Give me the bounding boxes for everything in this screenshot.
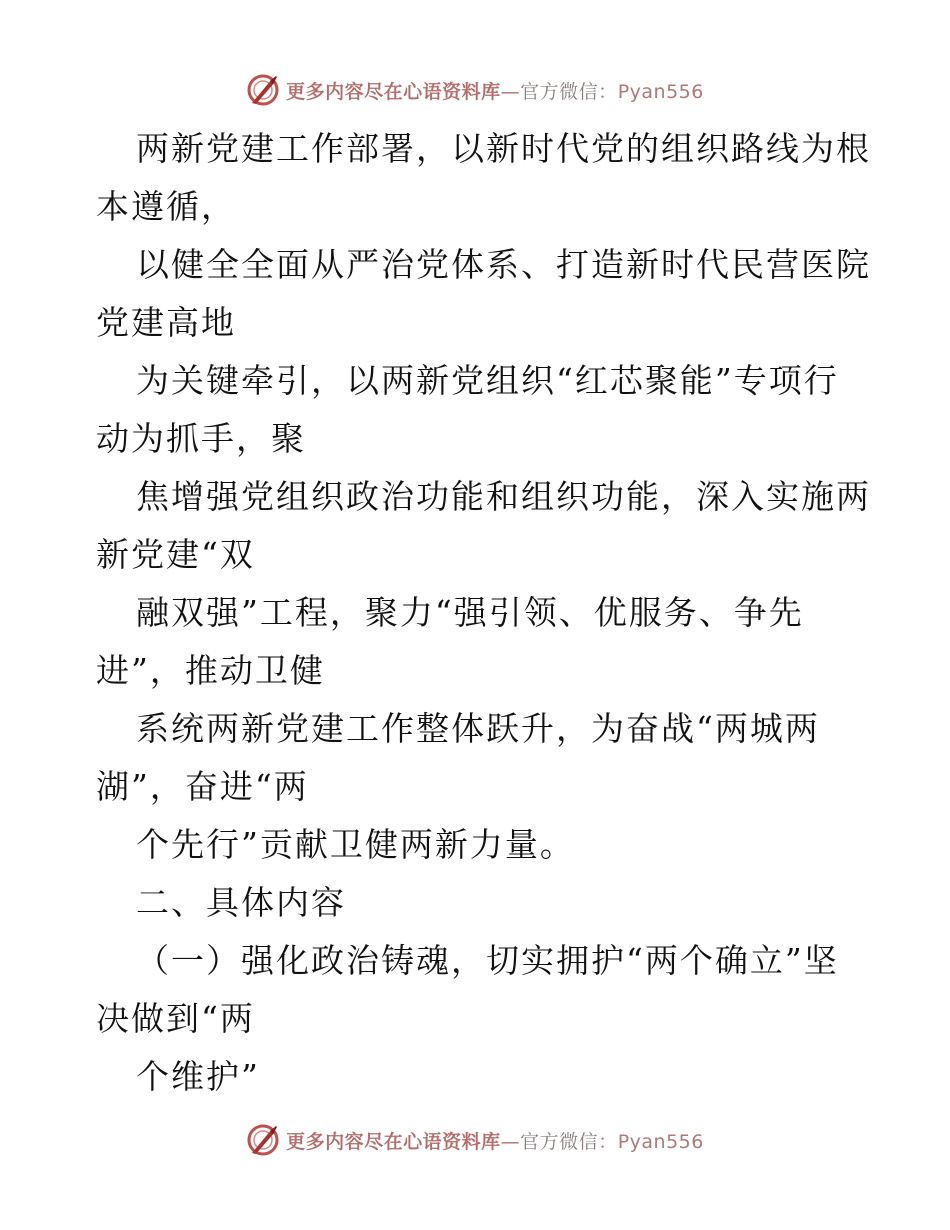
paragraph-line: 新党建“双 [96, 535, 255, 574]
paragraph-line: 进”，推动卫健 [96, 651, 325, 690]
paragraph-line: 以健全全面从严治党体系、打造新时代民营医院 [136, 245, 871, 284]
paragraph-line: 党建高地 [96, 303, 236, 342]
paragraph-line: 本遵循， [96, 187, 236, 226]
banner-wechat-label: 官方微信： [520, 80, 618, 103]
quill-logo-icon [246, 1123, 280, 1157]
paragraph-line: 为关键牵引，以两新党组织“红芯聚能”专项行 [136, 361, 839, 400]
banner-dash: — [500, 80, 521, 103]
subsection-heading: （一）强化政治铸魂，切实拥护“两个确立”坚 [136, 941, 839, 980]
banner-wechat-label: 官方微信： [520, 1130, 618, 1153]
banner-content [286, 1127, 704, 1154]
paragraph-line: 动为抓手，聚 [96, 419, 306, 458]
banner-title: 更多内容尽在心语资料库 [286, 1130, 501, 1153]
paragraph-line: 个维护” [136, 1057, 260, 1096]
paragraph-line: 两新党建工作部署，以新时代党的组织路线为根 [136, 129, 871, 168]
paragraph-line: 湖”，奋进“两 [96, 767, 309, 806]
banner-content [286, 77, 704, 104]
paragraph-line: 焦增强党组织政治功能和组织功能，深入实施两 [136, 477, 871, 516]
paragraph-line: 决做到“两 [96, 999, 255, 1038]
section-heading: 二、具体内容 [136, 883, 346, 922]
banner-dash: — [500, 1130, 521, 1153]
quill-logo-icon [246, 73, 280, 107]
banner-wechat-id: Pyan556 [617, 1130, 704, 1153]
document-body [96, 120, 871, 1106]
paragraph-line: 融双强”工程，聚力“强引领、优服务、争先 [136, 593, 804, 632]
header-banner [0, 70, 950, 110]
footer-banner [0, 1120, 950, 1160]
banner-wechat-id: Pyan556 [617, 80, 704, 103]
paragraph-line: 个先行”贡献卫健两新力量。 [136, 825, 575, 864]
paragraph-line: 系统两新党建工作整体跃升，为奋战“两城两 [136, 709, 820, 748]
banner-title: 更多内容尽在心语资料库 [286, 80, 501, 103]
